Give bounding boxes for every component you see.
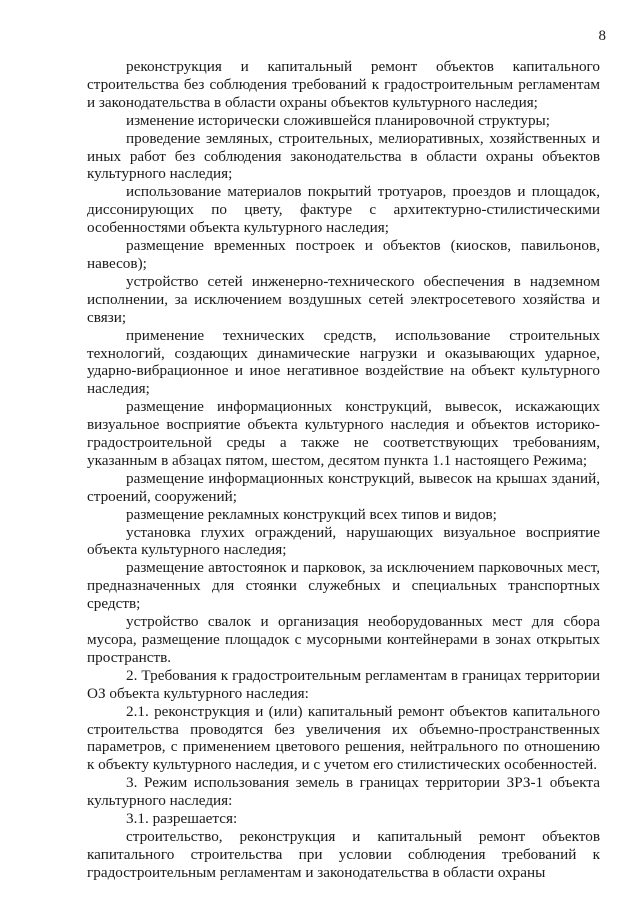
paragraph: 2.1. реконструкция и (или) капитальный ремонт объектов капитального строительства проводятся без увеличения их объемно-пространственных параметров, с применением цветового решения, нейтрального по отношению к объекту культурного наследия, и с учетом его стилистических особенностей.	[87, 702, 600, 774]
paragraph: устройство свалок и организация необорудованных мест для сбора мусора, размещение площадок с мусорными контейнерами в зонах открытых пространств.	[87, 613, 600, 666]
paragraph: размещение автостоянок и парковок, за исключением парковочных мест, предназначенных для стоянки служебных и специальных транспортных средств;	[87, 559, 600, 613]
paragraph: изменение исторически сложившейся планировочной структуры;	[126, 111, 550, 129]
paragraph: установка глухих ограждений, нарушающих визуальное восприятие объекта культурного наследия;	[87, 523, 600, 559]
subsection-heading: 3.1. разрешается:	[126, 810, 238, 828]
paragraph: строительство, реконструкция и капитальный ремонт объектов капитального строительства при условии соблюдения требований к градостроительным регламентам и законодательства в области охраны	[87, 827, 600, 881]
page-number: 8	[598, 28, 606, 44]
paragraph: размещение информационных конструкций, вывесок на крышах зданий, строений, сооружений;	[87, 469, 600, 505]
paragraph: реконструкция и капитальный ремонт объектов капитального строительства без соблюдения требований к градостроительным регламентам и законодательства в области охраны объектов культурного наследия;	[87, 58, 600, 111]
paragraph: проведение земляных, строительных, мелиоративных, хозяйственных и иных работ без соблюдения законодательства в области охраны объектов культурного наследия;	[87, 129, 600, 183]
paragraph: применение технических средств, использование строительных технологий, создающих динамические нагрузки и оказывающих ударное, ударно-вибрационное и иное негативное воздействие на объект культурного наследия;	[87, 326, 600, 398]
paragraph: размещение информационных конструкций, вывесок, искажающих визуальное восприятие объекта культурного наследия и объектов историко-градостроительной среды а также не соответствующих требованиям, указанным в абзацах пятом, шестом, десятом пункта 1.1 настоящего Режима;	[87, 398, 600, 469]
paragraph: размещение временных построек и объектов (киосков, павильонов, навесов);	[87, 237, 600, 272]
paragraph: размещение рекламных конструкций всех типов и видов;	[126, 505, 497, 523]
document-body	[87, 58, 600, 882]
paragraph: устройство сетей инженерно-технического обеспечения в надземном исполнении, за исключением воздушных сетей электросетевого хозяйства и связи;	[87, 272, 600, 326]
section-heading: 2. Требования к градостроительным регламентам в границах территории ОЗ объекта культурного наследия:	[87, 666, 600, 702]
paragraph: использование материалов покрытий тротуаров, проездов и площадок, диссонирующих по цвету, фактуре с архитектурно-стилистическими особенностями объекта культурного наследия;	[87, 183, 600, 237]
section-heading: 3. Режим использования земель в границах территории ЗРЗ-1 объекта культурного наследия:	[87, 774, 600, 810]
